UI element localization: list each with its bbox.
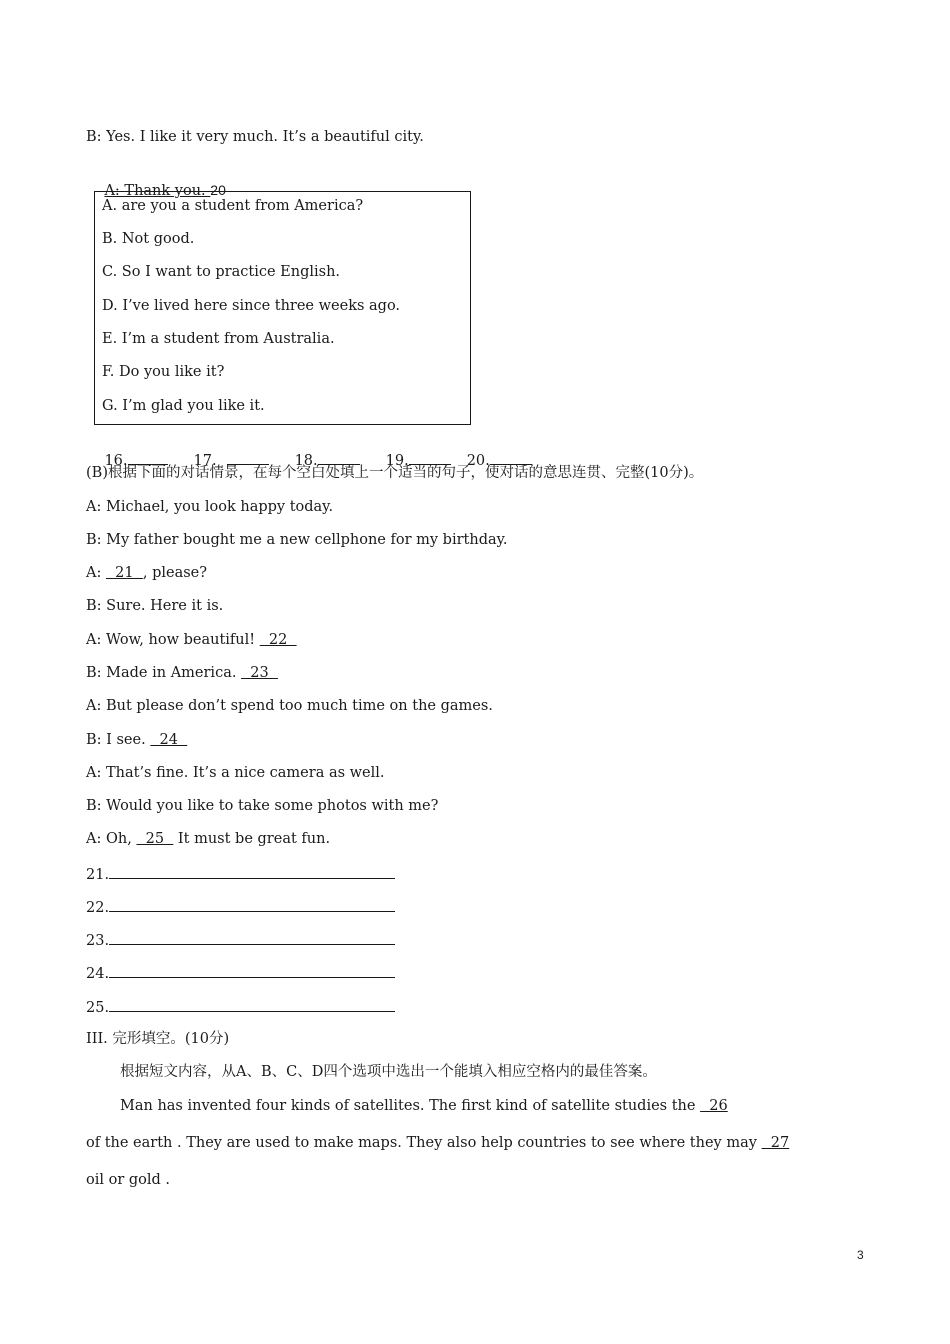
option-a: A. are you a student from America? [102, 198, 364, 214]
dialogue-b-line-5 [86, 630, 297, 650]
answer-label-20: 20. [466, 453, 490, 469]
blank-26[interactable]: 26 [700, 1098, 728, 1114]
answer-label-17: 17. [193, 453, 217, 469]
blank-24[interactable]: 24 [150, 732, 188, 748]
answer-line-23[interactable] [86, 929, 395, 951]
option-b: B. Not good. [102, 231, 195, 247]
blank-21[interactable]: 21 [105, 565, 143, 581]
answer-line-23-label: 23. [86, 933, 110, 949]
dialogue-b-line-8-pre: B: I see. [86, 732, 151, 748]
dialogue-b-line-3-pre: A: [86, 565, 106, 581]
blank-number-20: 20 [210, 182, 226, 198]
dialogue-b-line-7: A: But please don’t spend too much time on the games. [86, 698, 493, 714]
dialogue-b-line-4: B: Sure. Here it is. [86, 598, 224, 614]
dialogue-b-line-11-post: It must be great fun. [173, 831, 331, 847]
answer-line-21-label: 21. [86, 867, 110, 883]
option-c: C. So I want to practice English. [102, 264, 341, 280]
option-f: F. Do you like it? [102, 364, 225, 380]
answer-line-24-label: 24. [86, 966, 110, 982]
dialogue-b-line-9: A: That’s fine. It’s a nice camera as well. [86, 765, 385, 781]
dialogue-b-line-2: B: My father bought me a new cellphone for my birthday. [86, 532, 508, 548]
passage-line-1-text: Man has invented four kinds of satellites. The first kind of satellite studies the [120, 1098, 701, 1114]
dialogue-b-line-6-pre: B: Made in America. [86, 665, 242, 681]
dialogue-b-line-8 [86, 730, 187, 750]
dialogue-line-b: B: Yes. I like it very much. It’s a beautiful city. [86, 129, 424, 145]
answer-line-25-label: 25. [86, 1000, 110, 1016]
answer-line-22-label: 22. [86, 900, 110, 916]
dialogue-b-line-6 [86, 663, 278, 683]
section-iii-heading: III. 完形填空。(10分) [86, 1031, 230, 1047]
passage-line-2 [86, 1133, 789, 1153]
dialogue-b-line-10: B: Would you like to take some photos with me? [86, 798, 439, 814]
dialogue-b-line-3 [86, 563, 207, 583]
option-g: G. I’m glad you like it. [102, 398, 265, 414]
passage-line-1 [120, 1096, 728, 1116]
answer-label-18: 18. [294, 453, 318, 469]
dialogue-b-line-11 [86, 829, 330, 849]
answer-line-25[interactable] [86, 996, 395, 1018]
section-iii-instruction: 根据短文内容，从A、B、C、D四个选项中选出一个能填入相应空格内的最佳答案。 [120, 1064, 657, 1080]
dialogue-b-line-5-pre: A: Wow, how beautiful! [86, 632, 260, 648]
answer-label-16: 16. [104, 453, 128, 469]
passage-line-3: oil or gold . [86, 1172, 171, 1188]
answer-line-21[interactable] [86, 863, 395, 885]
answer-line-24[interactable] [86, 962, 395, 984]
dialogue-b-line-11-pre: A: Oh, [86, 831, 137, 847]
section-b-instruction: (B)根据下面的对话情景，在每个空白处填上一个适当的句子，使对话的意思连贯、完整(10分)。 [86, 465, 704, 481]
blank-22[interactable]: 22 [259, 632, 297, 648]
dialogue-b-line-3-post: , please? [142, 565, 208, 581]
page-number: 3 [857, 1248, 864, 1262]
blank-23[interactable]: 23 [241, 665, 278, 681]
dialogue-b-line-1: A: Michael, you look happy today. [86, 499, 334, 515]
blank-25[interactable]: 25 [136, 831, 174, 847]
blank-27[interactable]: 27 [761, 1135, 790, 1151]
dialogue-line-a-text: A: Thank you. [104, 183, 211, 199]
answer-label-19: 19. [385, 453, 409, 469]
option-e: E. I’m a student from Australia. [102, 331, 335, 347]
passage-line-2-text: of the earth . They are used to make maps. They also help countries to see where they may [86, 1135, 762, 1151]
option-d: D. I’ve lived here since three weeks ago. [102, 298, 401, 314]
answer-line-22[interactable] [86, 896, 395, 918]
